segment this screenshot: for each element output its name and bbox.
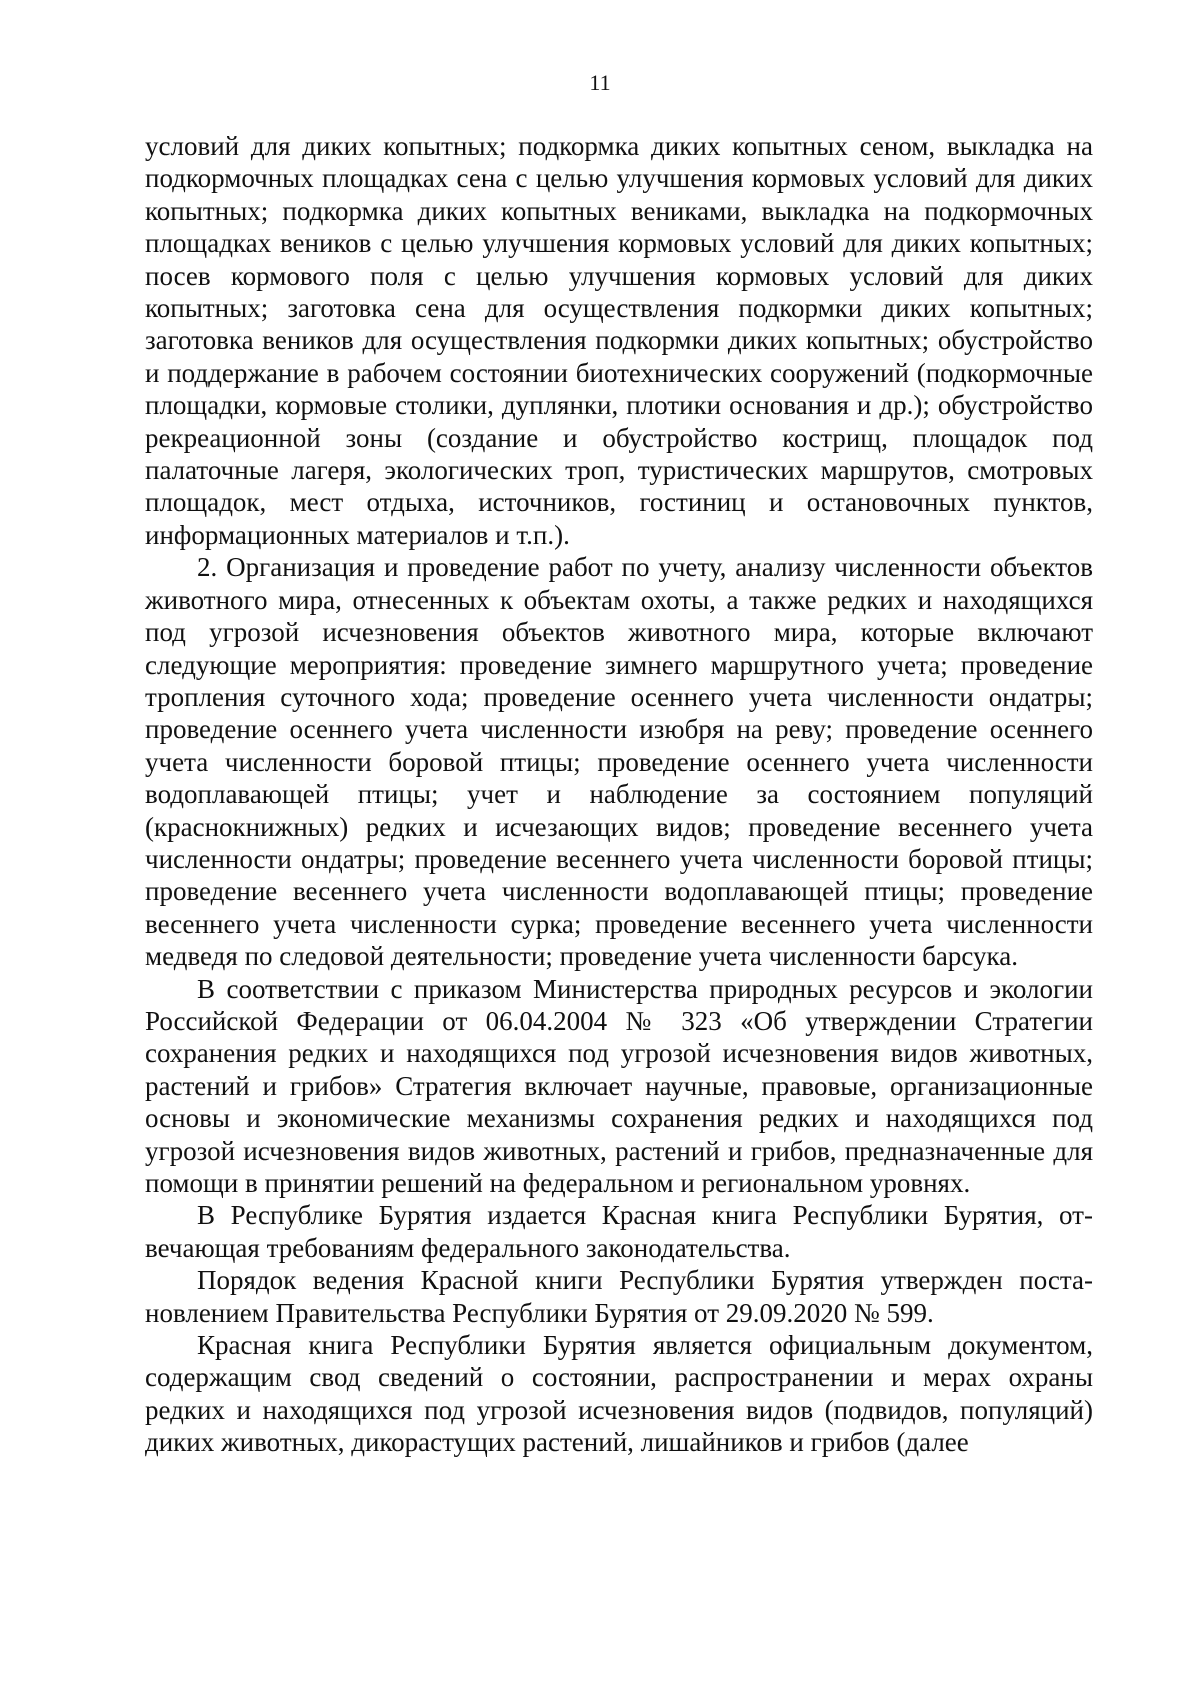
paragraph-red-book-published: В Республике Бурятия издается Красная книга Республики Бурятия, отвечающая требованиям федерального законодательства.: [145, 1200, 1093, 1263]
paragraph-item-2: 2. Организация и проведение работ по учету, анализу численности объектов животного мира, отнесенных к объектам охоты, а также редких и находящихся под угрозой исчезновения объектов животного мира, которые включают следующие мероприятия: проведение зимнего маршрутного учета; проведение тропления суточного хода; проведение осеннего учета численности ондатры; проведение осеннего учета численности изюбря на реву; проведение осеннего учета численности боровой птицы; проведение осеннего учета численности водоплавающей птицы; учет и наблюдение за состоянием популяций (краснокнижных) редких и исчезающих видов; проведение весеннего учета численности ондатры; проведение весеннего учета численности боровой птицы; проведение весеннего учета численности водоплавающей птицы; проведение весеннего учета численности сурка; проведение весеннего учета численности медведя по следовой деятельности; проведение учета численности барсука.: [145, 552, 1093, 972]
page-number: 11: [589, 70, 611, 95]
body-text: [145, 130, 1093, 1459]
paragraph-red-book-definition: Красная книга Республики Бурятия является официальным документом, содержащим свод сведений о состоянии, распространении и мерах охраны редких и находящихся под угрозой исчезновения видов (подвидов, популяций) диких животных, дикорастущих растений, лишайников и грибов (далее: [145, 1330, 1093, 1458]
paragraph-red-book-procedure: Порядок ведения Красной книги Республики Бурятия утвержден постановлением Правительства Республики Бурятия от 29.09.2020 № 599.: [145, 1265, 1093, 1328]
paragraph-continuation: условий для диких копытных; подкормка диких копытных сеном, выкладка на подкормочных площадках сена с целью улучшения кормовых условий для диких копытных; подкормка диких копытных вениками, выкладка на подкормочных площадках веников с целью улучшения кормовых условий для диких копытных; посев кормового поля с целью улучшения кормовых условий для диких копытных; заготовка сена для осуществления подкормки диких копытных; заготовка веников для осуществления подкормки диких копытных; обустройство и поддержание в рабочем состоянии биотехнических сооружений (подкормочные площадки, кормовые столики, дуплянки, плотики основания и др.); обустройство рекреационной зоны (создание и обустройство кострищ, площадок под палаточные лагеря, экологических троп, туристических маршрутов, смотровых площадок, мест отдыха, источников, гостиниц и остановочных пунктов, информационных материалов и т.п.).: [145, 131, 1093, 550]
paragraph-strategy: В соответствии с приказом Министерства природных ресурсов и экологии Российской Федерации от 06.04.2004 № 323 «Об утверждении Стратегии сохранения редких и находящихся под угрозой исчезновения видов животных, растений и грибов» Стратегия включает научные, правовые, организационные основы и экономические механизмы сохранения редких и находящихся под угрозой исчезновения видов животных, растений и грибов, предназначенные для помощи в принятии решений на федеральном и региональном уровнях.: [145, 973, 1093, 1198]
